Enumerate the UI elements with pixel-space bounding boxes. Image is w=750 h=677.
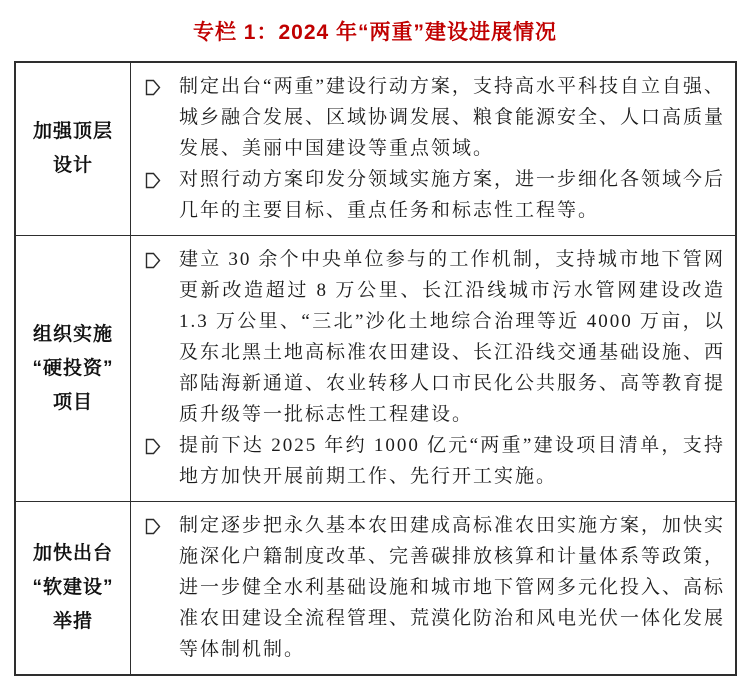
table-row [16,63,735,235]
bullet-text: 制定出台“两重”建设行动方案，支持高水平科技自立自强、城乡融合发展、区域协调发展、粮食能源安全、人口高质量发展、美丽中国建设等重点领域。 [179,76,726,159]
pentagon-right-outline-icon [145,244,179,269]
row-label-line: 设计 [52,155,93,176]
bullet-item [145,244,725,430]
pentagon-right-outline-icon [145,510,179,535]
row-content-2 [131,236,735,501]
row-label-1 [16,63,131,235]
bullet-text: 提前下达 2025 年约 1000 亿元“两重”建设项目清单，支持地方加快开展前期工作、先行开工实施。 [179,435,725,487]
row-content-3 [131,502,735,674]
bullet-item [145,164,725,226]
pentagon-right-outline-icon [145,430,179,455]
row-label-line: 举措 [52,611,93,632]
bullet-item [145,430,725,492]
row-label-line: “硬投资” [32,357,114,379]
panel-table [14,61,737,676]
bullet-text: 对照行动方案印发分领域实施方案，进一步细化各领域今后几年的主要目标、重点任务和标志性工程等。 [179,169,726,221]
row-label-line: 加快出台 [32,543,113,564]
bullet-item [145,510,725,665]
row-label-line: 加强顶层 [32,121,113,142]
row-label-3 [16,502,131,674]
row-label-2 [16,236,131,501]
row-label-line: 项目 [52,391,93,413]
row-content-1 [131,63,735,235]
table-row [16,235,735,501]
row-label-line: “软建设” [32,577,114,598]
pentagon-right-outline-icon [145,164,179,189]
row-label-line: 组织实施 [32,323,113,345]
bullet-text: 制定逐步把永久基本农田建成高标准农田实施方案，加快实施深化户籍制度改革、完善碳排放核算和计量体系等政策，进一步健全水利基础设施和城市地下管网多元化投入、高标准农田建设全流程管理、荒漠化防治和风电光伏一体化发展等体制机制。 [179,515,726,660]
table-row [16,501,735,674]
bullet-text: 建立 30 余个中央单位参与的工作机制，支持城市地下管网更新改造超过 8 万公里、长江沿线城市污水管网建设改造 1.3 万公里、“三北”沙化土地综合治理等近 4000 万亩，以及东北黑土地高标准农田建设、长江沿线交通基础设施、西部陆海新通道、农业转移人口市民化公共服务、高等教育提质升级等一批标志性工程建设。 [179,249,726,425]
pentagon-right-outline-icon [145,71,179,96]
bullet-item [145,71,725,164]
panel-title: 专栏 1：2024 年“两重”建设进展情况 [192,21,558,44]
